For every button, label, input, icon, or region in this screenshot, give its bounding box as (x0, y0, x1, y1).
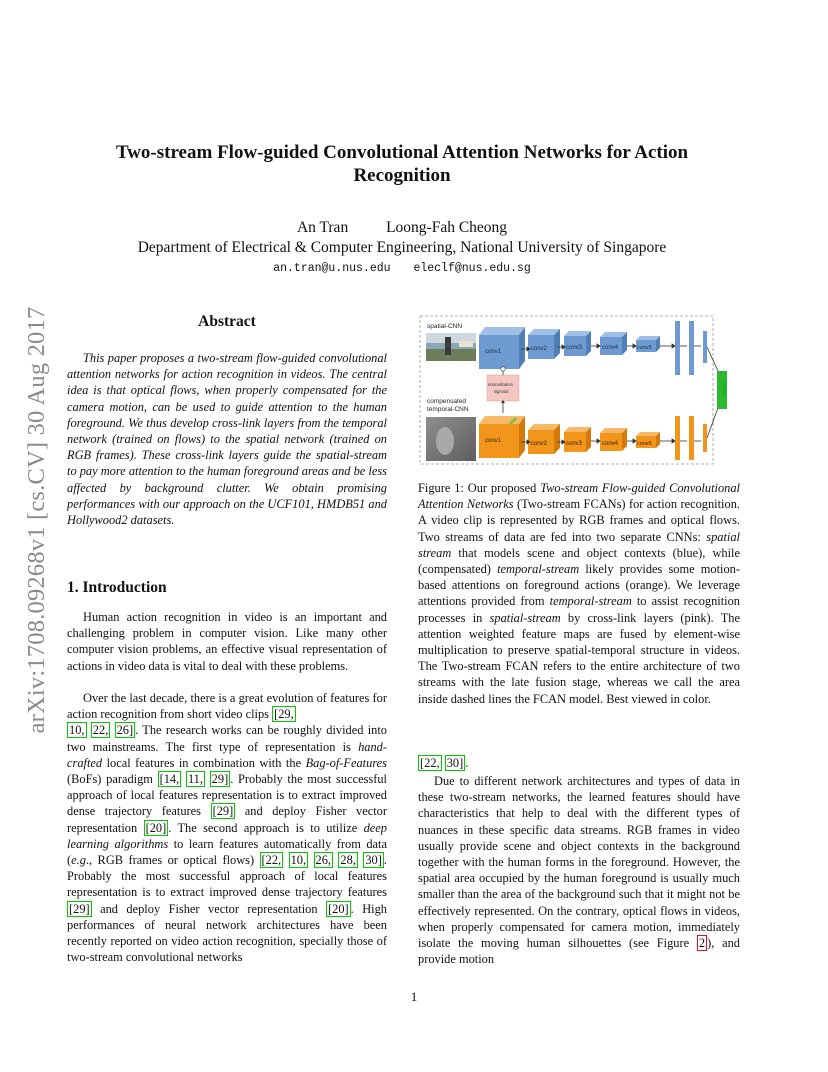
paper-title: Two-stream Flow-guided Convolutional Attention Networks for Action Recognition (115, 142, 689, 186)
citation-link[interactable]: 28, (340, 853, 356, 868)
text-run: to learn features automatically from data ( (67, 836, 387, 868)
author-email: eleclf@nus.edu.sg (413, 262, 531, 275)
body-paragraph (418, 773, 740, 967)
text-run: spatial stream (418, 529, 740, 560)
author-name: Loong-Fah Cheong (386, 219, 508, 236)
abstract-text: This paper proposes a two-stream flow-guided convolutional attention networks for action recognition in videos. The central idea is that optical flows, when properly compensated for the camera motion, can be used to guide attention to the human foreground. We thus develop cross-link layers from the temporal network (trained on flows) to the spatial network (trained on RGB frames). These cross-link layers guide the spatial-stream to pay more attention to the human foreground areas and be less affected by background clutter. We obtain promising performances with our approach on the UCF101, HMDB51 and Hollywood2 datasets. (67, 351, 387, 528)
text-run: by cross-link layers (pink). The attention weighted feature maps are fused by element-wise multiplication to preserve spatial-temporal structure in videos. The Two-stream FCAN refers to the entire architecture of two streams with the late fusion stage, whereas we call the area inside dashed lines the FCAN model. Best viewed in color. (418, 610, 740, 706)
normalization-label: normalization (488, 382, 513, 387)
text-run: . The research works can be roughly divided into two mainstreams. The first type of representation is (67, 723, 387, 754)
text-run: . Probably the most successful approach of local features representation is to extract improved dense trajectory features (67, 772, 387, 819)
text-run: . (465, 756, 469, 770)
text-run: and deploy Fisher vector representation (67, 804, 387, 835)
citation-link[interactable]: [22, (420, 756, 440, 770)
text-run: Over the last decade, there is a great evolution of features for action recognition from short video clips (67, 691, 387, 722)
temporal-cnn-label: temporal-CNN (427, 406, 469, 413)
figure-reference-link[interactable]: 2 (698, 936, 706, 951)
citation-link[interactable]: [29, (274, 707, 294, 722)
text-run: (BoFs) paradigm (67, 772, 158, 787)
intro-paragraph-2 (67, 690, 387, 965)
citation-link[interactable]: [14, (159, 772, 180, 787)
author-name: An Tran (296, 219, 349, 236)
fusion-label: fusion (721, 383, 727, 397)
intro-paragraph-1: Human action recognition in video is an important and challenging problem in computer vision. Like many other computer vision problems, an effective visual representation of actions in video data is vital to deal with these problems. (67, 610, 387, 673)
text-run: . Probably the most successful approach of local features representation is to extract improved dense trajectory features (67, 853, 387, 900)
text-run: to assist recognition processes in (418, 594, 740, 625)
text-run: ., RGB frames or optical flows) (85, 853, 260, 868)
text-run: . High performances of neural network architectures have been recently reported on video action recognition, specially those of two-stream convolutional networks (67, 901, 387, 965)
text-run: Due to different network architectures and types of data in these two-stream networks, the learned features should have characteristics that help to deal with the different types of nuances in these specific data streams. RGB frames in video usually provide scene and object contexts in the background together with the human forms in the foreground. However, the spatial area occupied by the human foreground is usually much smaller than the area of the background such that it might not be effectively represented. On the contrary, optical flows in videos, when properly compensated for camera motion, immediately isolate the moving human silhouettes (see Figure (418, 774, 740, 951)
arxiv-identifier (20, 280, 54, 760)
text-run: local features in combination with the (102, 755, 306, 770)
figure-1-diagram (419, 313, 727, 469)
abstract-heading: Abstract (198, 313, 256, 330)
text-run: ), and provide motion (418, 936, 740, 967)
text-run: . The second approach is to utilize (168, 820, 364, 835)
text-run: temporal-stream (497, 562, 580, 577)
spatial-conv1-label: conv1 (485, 349, 502, 355)
temporal-conv3-label: conv3 (566, 441, 583, 447)
text-run: that models scene and object contexts (blue), while (compensated) (418, 545, 740, 577)
text-run: Bag-of-Features (305, 755, 387, 770)
temporal-conv1-label: conv1 (485, 438, 502, 444)
text-run: (Two-stream FCANs) for action recognition. A video clip is represented by RGB frames and optical flows. Two streams of data are fed into two separate CNNs: (418, 497, 740, 544)
author-list (90, 219, 714, 237)
text-run: Figure 1: Our proposed (418, 481, 541, 495)
citation-link[interactable]: [20] (328, 901, 349, 916)
text-run: hand-crafted (67, 739, 387, 770)
citation-link[interactable]: 10, (69, 723, 85, 738)
author-email: an.tran@u.nus.edu (273, 262, 391, 275)
temporal-conv5-label: conv5 (637, 441, 652, 447)
temporal-conv2-label: conv2 (531, 441, 548, 447)
citation-link[interactable]: [29] (69, 901, 90, 916)
rgb-frame-thumbnail (426, 333, 476, 361)
affiliation: Department of Electrical & Computer Engineering, National University of Singapore (137, 239, 667, 256)
fusion-block (717, 371, 727, 409)
temporal-conv4-label: conv4 (602, 441, 619, 447)
text-run: and deploy Fisher vector representation (91, 901, 327, 916)
citation-link[interactable]: 30] (446, 756, 464, 770)
text-run: e.g (71, 853, 86, 868)
citation-link[interactable]: [22, (261, 853, 282, 868)
text-run: likely provides some motion-based attentions on foreground actions (orange). We leverage attentions provided from (418, 562, 740, 609)
text-run: Two-stream Flow-guided Convolutional Attention Networks (418, 481, 740, 512)
spatial-cnn-label: spatial-CNN (427, 323, 463, 330)
citation-link[interactable]: [29] (212, 804, 234, 819)
email-list (90, 262, 714, 275)
optical-flow-thumbnail (426, 417, 476, 461)
spatial-conv5-label: conv5 (637, 345, 652, 351)
intro-heading: 1. Introduction (67, 579, 167, 596)
citation-link[interactable]: 29] (211, 772, 229, 787)
text-run: temporal-stream (549, 594, 632, 609)
text-run: deep learning algorithms (67, 820, 387, 851)
spatial-conv2-label: conv2 (531, 346, 548, 352)
arxiv-identifier-text: arXiv:1708.09268v1 [cs.CV] 30 Aug 2017 (23, 306, 50, 734)
temporal-cnn-label: compensated (427, 398, 467, 405)
spatial-conv4-label: conv4 (602, 345, 619, 351)
citation-link[interactable]: [20] (145, 820, 167, 835)
spatial-conv3-label: conv3 (566, 345, 583, 351)
citation-link[interactable]: 10, (290, 853, 307, 868)
text-run: spatial-stream (489, 610, 561, 625)
citation-link[interactable]: 11, (187, 772, 203, 787)
figure-1-caption (418, 480, 740, 707)
spatial-stream (479, 321, 707, 375)
sigmoid-label: sigmoid (494, 389, 509, 394)
continuation-line (418, 755, 740, 771)
citation-link[interactable]: 26] (116, 723, 134, 738)
citation-link[interactable]: 22, (92, 723, 109, 738)
citation-link[interactable]: 30] (365, 853, 382, 868)
page-number: 1 (410, 989, 418, 1004)
citation-link[interactable]: 26, (315, 853, 331, 868)
